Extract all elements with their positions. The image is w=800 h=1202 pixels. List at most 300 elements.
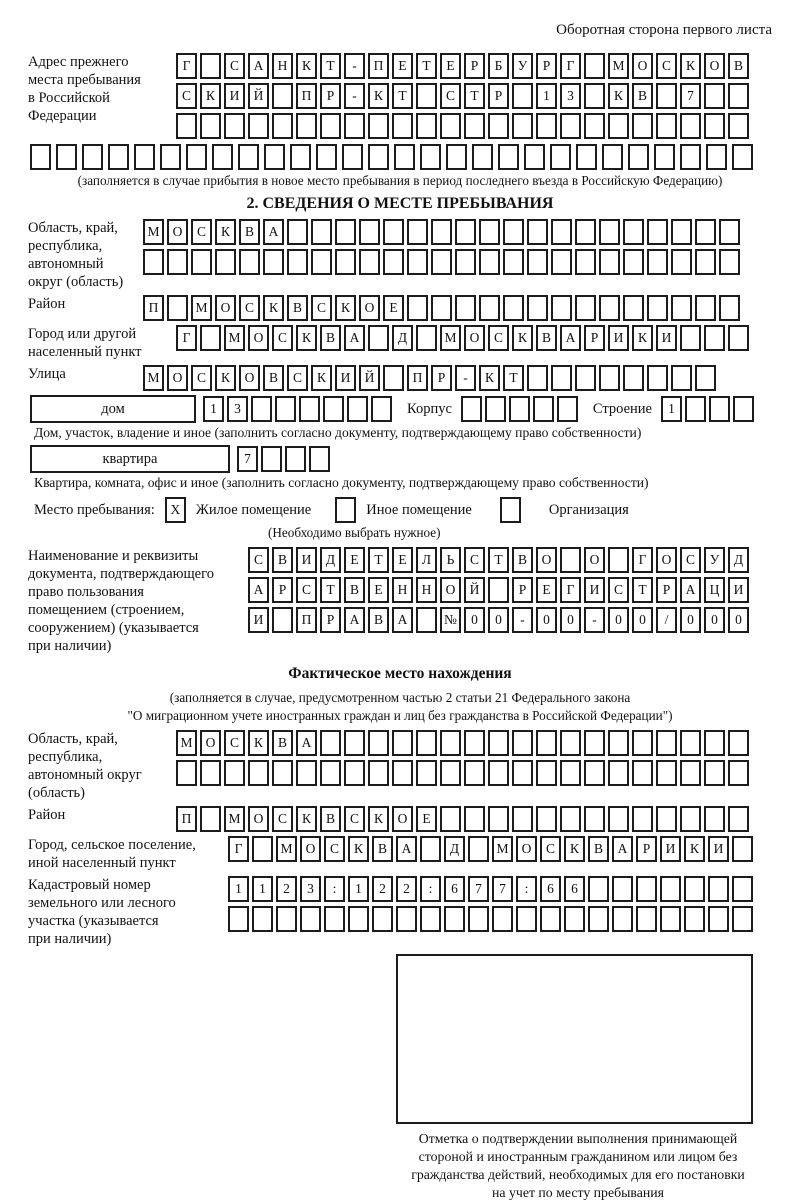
char-box[interactable]	[290, 144, 311, 170]
char-box[interactable]: 7	[680, 83, 701, 109]
char-box[interactable]: -	[512, 607, 533, 633]
char-box[interactable]	[550, 144, 571, 170]
char-box[interactable]: П	[296, 83, 317, 109]
char-box[interactable]: С	[272, 325, 293, 351]
char-box[interactable]: 1	[348, 876, 369, 902]
char-box[interactable]	[656, 113, 677, 139]
char-box[interactable]: 7	[492, 876, 513, 902]
char-box[interactable]	[503, 295, 524, 321]
char-box[interactable]	[584, 730, 605, 756]
char-box[interactable]	[671, 295, 692, 321]
char-box[interactable]	[344, 730, 365, 756]
char-box[interactable]: О	[632, 53, 653, 79]
char-box[interactable]	[323, 396, 344, 422]
char-box[interactable]: С	[248, 547, 269, 573]
char-box[interactable]: 6	[444, 876, 465, 902]
char-box[interactable]: В	[536, 325, 557, 351]
char-box[interactable]	[704, 730, 725, 756]
char-box[interactable]	[160, 144, 181, 170]
char-box[interactable]	[167, 249, 188, 275]
char-box[interactable]: Т	[320, 53, 341, 79]
char-box[interactable]: М	[143, 365, 164, 391]
char-box[interactable]: П	[176, 806, 197, 832]
char-box[interactable]: И	[660, 836, 681, 862]
char-box[interactable]	[392, 113, 413, 139]
char-box[interactable]	[56, 144, 77, 170]
char-box[interactable]	[612, 906, 633, 932]
char-box[interactable]: С	[311, 295, 332, 321]
char-box[interactable]: М	[143, 219, 164, 245]
char-box[interactable]	[167, 295, 188, 321]
char-box[interactable]: С	[191, 365, 212, 391]
char-box[interactable]	[503, 249, 524, 275]
char-box[interactable]: П	[143, 295, 164, 321]
char-box[interactable]	[719, 249, 740, 275]
char-box[interactable]	[551, 219, 572, 245]
char-box[interactable]: К	[512, 325, 533, 351]
char-box[interactable]	[440, 760, 461, 786]
char-box[interactable]: 7	[468, 876, 489, 902]
char-box[interactable]	[272, 113, 293, 139]
char-box[interactable]: С	[680, 547, 701, 573]
char-box[interactable]	[252, 906, 273, 932]
char-box[interactable]	[212, 144, 233, 170]
char-box[interactable]	[551, 295, 572, 321]
char-box[interactable]	[704, 83, 725, 109]
char-box[interactable]	[588, 906, 609, 932]
char-box[interactable]: /	[656, 607, 677, 633]
char-box[interactable]: Т	[416, 53, 437, 79]
char-box[interactable]	[371, 396, 392, 422]
char-box[interactable]	[728, 806, 749, 832]
char-box[interactable]: С	[344, 806, 365, 832]
char-box[interactable]: П	[296, 607, 317, 633]
char-box[interactable]	[503, 219, 524, 245]
char-box[interactable]: М	[276, 836, 297, 862]
char-box[interactable]	[455, 295, 476, 321]
char-box[interactable]: О	[392, 806, 413, 832]
char-box[interactable]: А	[396, 836, 417, 862]
kvartira-box[interactable]: квартира	[30, 445, 230, 473]
char-box[interactable]: П	[407, 365, 428, 391]
char-box[interactable]	[320, 113, 341, 139]
char-box[interactable]: О	[516, 836, 537, 862]
char-box[interactable]: С	[656, 53, 677, 79]
char-box[interactable]	[671, 219, 692, 245]
char-box[interactable]	[608, 113, 629, 139]
char-box[interactable]: В	[320, 806, 341, 832]
char-box[interactable]: Т	[503, 365, 524, 391]
char-box[interactable]: К	[680, 53, 701, 79]
char-box[interactable]	[479, 219, 500, 245]
char-box[interactable]: А	[263, 219, 284, 245]
char-box[interactable]	[695, 249, 716, 275]
char-box[interactable]	[608, 730, 629, 756]
char-box[interactable]	[248, 760, 269, 786]
char-box[interactable]	[488, 760, 509, 786]
char-box[interactable]: Й	[248, 83, 269, 109]
char-box[interactable]: 2	[396, 876, 417, 902]
char-box[interactable]	[656, 730, 677, 756]
char-box[interactable]	[560, 730, 581, 756]
char-box[interactable]: О	[167, 365, 188, 391]
char-box[interactable]	[446, 144, 467, 170]
char-box[interactable]	[684, 876, 705, 902]
char-box[interactable]	[575, 219, 596, 245]
char-box[interactable]: К	[368, 83, 389, 109]
char-box[interactable]	[636, 906, 657, 932]
char-box[interactable]: С	[287, 365, 308, 391]
char-box[interactable]: В	[263, 365, 284, 391]
char-box[interactable]	[394, 144, 415, 170]
char-box[interactable]: Т	[632, 577, 653, 603]
char-box[interactable]	[584, 53, 605, 79]
char-box[interactable]	[512, 760, 533, 786]
char-box[interactable]: И	[608, 325, 629, 351]
char-box[interactable]	[464, 760, 485, 786]
char-box[interactable]	[238, 144, 259, 170]
char-box[interactable]	[576, 144, 597, 170]
char-box[interactable]: О	[239, 365, 260, 391]
char-box[interactable]	[680, 113, 701, 139]
char-box[interactable]: О	[167, 219, 188, 245]
char-box[interactable]	[656, 83, 677, 109]
char-box[interactable]	[632, 730, 653, 756]
char-box[interactable]: О	[200, 730, 221, 756]
char-box[interactable]	[623, 219, 644, 245]
char-box[interactable]: 6	[540, 876, 561, 902]
char-box[interactable]	[680, 760, 701, 786]
char-box[interactable]	[344, 760, 365, 786]
char-box[interactable]: К	[215, 365, 236, 391]
char-box[interactable]	[416, 730, 437, 756]
char-box[interactable]	[420, 836, 441, 862]
char-box[interactable]	[176, 113, 197, 139]
char-box[interactable]: Н	[416, 577, 437, 603]
char-box[interactable]	[134, 144, 155, 170]
char-box[interactable]: И	[335, 365, 356, 391]
char-box[interactable]: С	[239, 295, 260, 321]
char-box[interactable]	[464, 806, 485, 832]
char-box[interactable]	[200, 113, 221, 139]
char-box[interactable]: Т	[320, 577, 341, 603]
char-box[interactable]: Л	[416, 547, 437, 573]
char-box[interactable]	[407, 219, 428, 245]
char-box[interactable]: В	[272, 730, 293, 756]
char-box[interactable]	[252, 836, 273, 862]
char-box[interactable]	[551, 365, 572, 391]
char-box[interactable]	[472, 144, 493, 170]
char-box[interactable]	[599, 365, 620, 391]
char-box[interactable]: :	[516, 876, 537, 902]
char-box[interactable]	[215, 249, 236, 275]
char-box[interactable]: К	[296, 325, 317, 351]
char-box[interactable]	[732, 144, 753, 170]
char-box[interactable]	[680, 730, 701, 756]
char-box[interactable]: И	[584, 577, 605, 603]
char-box[interactable]	[320, 760, 341, 786]
char-box[interactable]	[276, 906, 297, 932]
char-box[interactable]: К	[248, 730, 269, 756]
char-box[interactable]	[431, 295, 452, 321]
char-box[interactable]	[575, 295, 596, 321]
char-box[interactable]	[251, 396, 272, 422]
char-box[interactable]: П	[368, 53, 389, 79]
char-box[interactable]	[647, 219, 668, 245]
char-box[interactable]	[660, 906, 681, 932]
char-box[interactable]	[708, 876, 729, 902]
char-box[interactable]: К	[684, 836, 705, 862]
char-box[interactable]	[143, 249, 164, 275]
char-box[interactable]: Г	[228, 836, 249, 862]
char-box[interactable]: В	[272, 547, 293, 573]
checkbox-zhiloe[interactable]: X	[165, 497, 186, 523]
char-box[interactable]: Р	[464, 53, 485, 79]
char-box[interactable]	[392, 760, 413, 786]
char-box[interactable]: 0	[704, 607, 725, 633]
char-box[interactable]	[728, 325, 749, 351]
char-box[interactable]: Е	[392, 547, 413, 573]
char-box[interactable]	[656, 806, 677, 832]
char-box[interactable]	[685, 396, 706, 422]
char-box[interactable]	[485, 396, 506, 422]
char-box[interactable]	[440, 113, 461, 139]
char-box[interactable]	[300, 906, 321, 932]
char-box[interactable]	[608, 760, 629, 786]
char-box[interactable]: Р	[636, 836, 657, 862]
char-box[interactable]: Й	[464, 577, 485, 603]
char-box[interactable]	[359, 249, 380, 275]
char-box[interactable]	[557, 396, 578, 422]
char-box[interactable]	[108, 144, 129, 170]
char-box[interactable]: Р	[431, 365, 452, 391]
char-box[interactable]: О	[248, 325, 269, 351]
char-box[interactable]: 0	[680, 607, 701, 633]
char-box[interactable]: О	[248, 806, 269, 832]
char-box[interactable]: У	[704, 547, 725, 573]
char-box[interactable]	[599, 219, 620, 245]
char-box[interactable]: -	[344, 53, 365, 79]
char-box[interactable]	[671, 249, 692, 275]
char-box[interactable]: Н	[272, 53, 293, 79]
char-box[interactable]: В	[320, 325, 341, 351]
dom-box[interactable]: дом	[30, 395, 196, 423]
char-box[interactable]	[431, 219, 452, 245]
char-box[interactable]	[272, 83, 293, 109]
char-box[interactable]	[695, 295, 716, 321]
char-box[interactable]	[732, 836, 753, 862]
char-box[interactable]: С	[224, 53, 245, 79]
char-box[interactable]	[588, 876, 609, 902]
char-box[interactable]	[309, 446, 330, 472]
char-box[interactable]: О	[440, 577, 461, 603]
char-box[interactable]	[512, 83, 533, 109]
char-box[interactable]	[368, 144, 389, 170]
char-box[interactable]	[608, 806, 629, 832]
char-box[interactable]	[186, 144, 207, 170]
char-box[interactable]: С	[440, 83, 461, 109]
char-box[interactable]	[444, 906, 465, 932]
char-box[interactable]: 6	[564, 876, 585, 902]
char-box[interactable]: Г	[632, 547, 653, 573]
char-box[interactable]	[239, 249, 260, 275]
char-box[interactable]: В	[372, 836, 393, 862]
char-box[interactable]: М	[176, 730, 197, 756]
char-box[interactable]: С	[224, 730, 245, 756]
char-box[interactable]: В	[287, 295, 308, 321]
char-box[interactable]	[200, 760, 221, 786]
char-box[interactable]: Д	[392, 325, 413, 351]
char-box[interactable]: Г	[560, 577, 581, 603]
char-box[interactable]	[468, 836, 489, 862]
char-box[interactable]	[680, 144, 701, 170]
char-box[interactable]: К	[335, 295, 356, 321]
char-box[interactable]	[359, 219, 380, 245]
char-box[interactable]: О	[656, 547, 677, 573]
char-box[interactable]	[368, 760, 389, 786]
char-box[interactable]: 1	[661, 396, 682, 422]
char-box[interactable]	[82, 144, 103, 170]
char-box[interactable]	[708, 906, 729, 932]
char-box[interactable]: 1	[536, 83, 557, 109]
char-box[interactable]: И	[296, 547, 317, 573]
char-box[interactable]	[248, 113, 269, 139]
char-box[interactable]: 7	[237, 446, 258, 472]
char-box[interactable]	[551, 249, 572, 275]
char-box[interactable]: Р	[584, 325, 605, 351]
char-box[interactable]	[536, 730, 557, 756]
char-box[interactable]	[584, 760, 605, 786]
char-box[interactable]	[368, 730, 389, 756]
char-box[interactable]	[420, 144, 441, 170]
char-box[interactable]	[524, 144, 545, 170]
char-box[interactable]	[287, 219, 308, 245]
char-box[interactable]: А	[296, 730, 317, 756]
char-box[interactable]: К	[215, 219, 236, 245]
char-box[interactable]: Г	[176, 325, 197, 351]
char-box[interactable]	[416, 83, 437, 109]
char-box[interactable]: К	[479, 365, 500, 391]
char-box[interactable]	[647, 365, 668, 391]
char-box[interactable]	[479, 295, 500, 321]
char-box[interactable]	[636, 876, 657, 902]
char-box[interactable]	[200, 806, 221, 832]
char-box[interactable]: К	[296, 806, 317, 832]
char-box[interactable]	[536, 113, 557, 139]
char-box[interactable]: О	[300, 836, 321, 862]
char-box[interactable]: О	[536, 547, 557, 573]
char-box[interactable]	[368, 113, 389, 139]
char-box[interactable]	[512, 113, 533, 139]
char-box[interactable]	[560, 806, 581, 832]
char-box[interactable]	[632, 760, 653, 786]
char-box[interactable]	[527, 219, 548, 245]
char-box[interactable]	[706, 144, 727, 170]
char-box[interactable]: Е	[440, 53, 461, 79]
char-box[interactable]	[684, 906, 705, 932]
char-box[interactable]: С	[324, 836, 345, 862]
char-box[interactable]: Р	[512, 577, 533, 603]
char-box[interactable]	[296, 760, 317, 786]
char-box[interactable]: Е	[383, 295, 404, 321]
char-box[interactable]	[30, 144, 51, 170]
char-box[interactable]	[407, 249, 428, 275]
char-box[interactable]: Р	[320, 607, 341, 633]
char-box[interactable]	[612, 876, 633, 902]
char-box[interactable]: С	[540, 836, 561, 862]
char-box[interactable]	[372, 906, 393, 932]
char-box[interactable]	[608, 547, 629, 573]
char-box[interactable]: К	[311, 365, 332, 391]
char-box[interactable]	[285, 446, 306, 472]
char-box[interactable]: В	[512, 547, 533, 573]
char-box[interactable]: Р	[656, 577, 677, 603]
char-box[interactable]	[455, 249, 476, 275]
char-box[interactable]	[512, 806, 533, 832]
char-box[interactable]	[488, 113, 509, 139]
char-box[interactable]: 3	[227, 396, 248, 422]
char-box[interactable]	[416, 113, 437, 139]
char-box[interactable]	[344, 113, 365, 139]
char-box[interactable]: С	[176, 83, 197, 109]
char-box[interactable]: К	[263, 295, 284, 321]
char-box[interactable]	[584, 83, 605, 109]
char-box[interactable]	[560, 760, 581, 786]
char-box[interactable]: С	[191, 219, 212, 245]
char-box[interactable]: О	[359, 295, 380, 321]
char-box[interactable]	[599, 249, 620, 275]
char-box[interactable]	[564, 906, 585, 932]
char-box[interactable]: А	[560, 325, 581, 351]
char-box[interactable]: 0	[488, 607, 509, 633]
char-box[interactable]	[431, 249, 452, 275]
char-box[interactable]	[654, 144, 675, 170]
char-box[interactable]: :	[420, 876, 441, 902]
char-box[interactable]	[527, 295, 548, 321]
char-box[interactable]	[660, 876, 681, 902]
char-box[interactable]: О	[464, 325, 485, 351]
char-box[interactable]	[719, 295, 740, 321]
char-box[interactable]	[695, 219, 716, 245]
char-box[interactable]	[623, 365, 644, 391]
char-box[interactable]	[733, 396, 754, 422]
char-box[interactable]	[272, 607, 293, 633]
char-box[interactable]	[383, 219, 404, 245]
char-box[interactable]: А	[344, 325, 365, 351]
char-box[interactable]: И	[656, 325, 677, 351]
char-box[interactable]	[348, 906, 369, 932]
char-box[interactable]	[311, 219, 332, 245]
char-box[interactable]	[176, 760, 197, 786]
char-box[interactable]: В	[239, 219, 260, 245]
char-box[interactable]	[647, 295, 668, 321]
char-box[interactable]	[602, 144, 623, 170]
char-box[interactable]	[647, 249, 668, 275]
char-box[interactable]: К	[608, 83, 629, 109]
char-box[interactable]: Д	[320, 547, 341, 573]
char-box[interactable]: М	[608, 53, 629, 79]
char-box[interactable]: Т	[392, 83, 413, 109]
char-box[interactable]: Т	[488, 547, 509, 573]
char-box[interactable]: В	[344, 577, 365, 603]
char-box[interactable]	[488, 730, 509, 756]
char-box[interactable]	[416, 607, 437, 633]
char-box[interactable]	[728, 113, 749, 139]
char-box[interactable]: К	[200, 83, 221, 109]
char-box[interactable]	[320, 730, 341, 756]
char-box[interactable]	[191, 249, 212, 275]
char-box[interactable]	[680, 325, 701, 351]
